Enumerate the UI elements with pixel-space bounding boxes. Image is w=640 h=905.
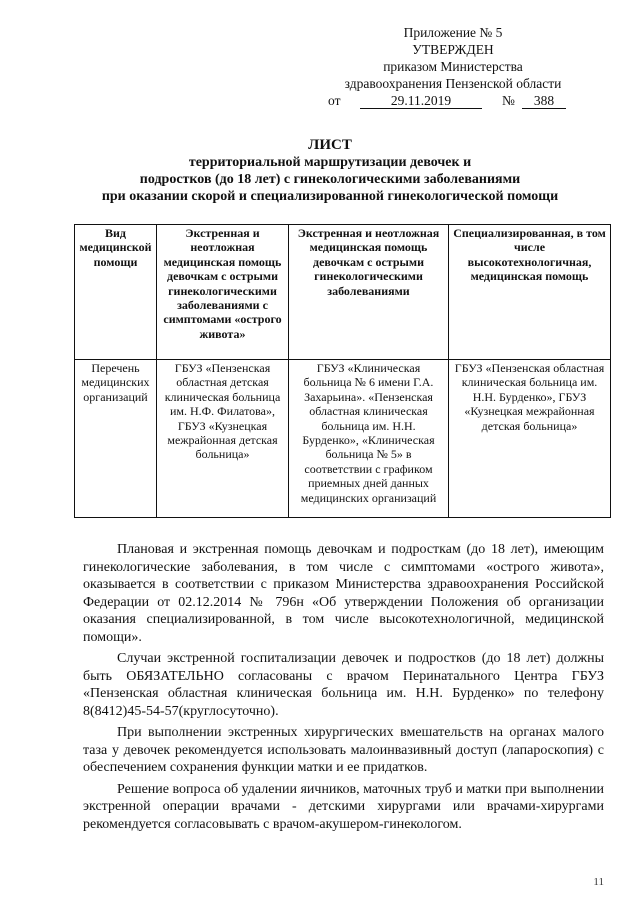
paragraph: Решение вопроса об удалении яичников, маточных труб и матки при выполнении экстренной операции врачами - детскими хирургами или врачами-хирургами рекомендуется согласовывать с врачом-акушером-гинекологом. [83,781,604,832]
from-label: от [328,93,341,108]
number-label: № [502,93,515,108]
title-line-3: подростков (до 18 лет) с гинекологическими заболеваниями [139,172,521,187]
body-text [83,541,604,837]
approved-label: УТВЕРЖДЕН [412,42,494,57]
header-cell: Вид медицинской помощи [75,225,157,360]
order-number: 388 [522,92,566,109]
table-cell: ГБУЗ «Клиническая больница № 6 имени Г.А. Захарьина». «Пензенская областная клиническая больница им. Н.Н. Бурденко», «Клиническая больница № 5» в соответствии с графиком приемных дней данных медицинских организаций [289,360,449,518]
order-date-line [328,92,578,109]
paragraph: При выполнении экстренных хирургических вмешательств на органах малого таза у девочек рекомендуется использовать малоинвазивный доступ (лапароскопия) с обеспечением сохранения функции матки и ее придатков. [83,725,604,775]
order-line-1: приказом Министерства [383,59,523,74]
order-date: 29.11.2019 [360,92,482,109]
title-line-4: при оказании скорой и специализированной гинекологической помощи [101,189,559,204]
table-header-row [75,225,611,360]
table-row [75,360,611,518]
title-line-2: территориальной маршрутизации девочек и [188,155,472,170]
order-line-2: здравоохранения Пензенской области [344,76,562,91]
paragraph: Плановая и экстренная помощь девочкам и подросткам (до 18 лет), имеющим гинекологические заболевания, в том числе с симптомами «острого живота», оказывается в соответствии с приказом Министерства здравоохранения Российской Федерации от 02.12.2014 № 796н «Об утверждении Положения об организации оказания специализированной, в том числе высокотехнологичной, медицинской помощи». [83,542,604,645]
table-cell: ГБУЗ «Пензенская областная детская клиническая больница им. Н.Ф. Филатова», ГБУЗ «Кузнецкая межрайонная детская больница» [157,360,289,518]
page-number: 11 [593,876,604,888]
header-cell: Экстренная и неотложная медицинская помощь девочкам с острыми гинекологическими заболеваниями [289,225,449,360]
appendix-label: Приложение № 5 [403,25,503,40]
header-cell: Специализированная, в том числе высокотехнологичная, медицинская помощь [449,225,611,360]
header-cell: Экстренная и неотложная медицинская помощь девочкам с острыми гинекологическими заболеваниями с симптомами «острого живота» [157,225,289,360]
document-title [70,137,590,205]
table-cell: ГБУЗ «Пензенская областная клиническая больница им. Н.Н. Бурденко», ГБУЗ «Кузнецкая межрайонная детская больница» [449,360,611,518]
title-line-1: ЛИСТ [308,137,352,153]
paragraph: Случаи экстренной госпитализации девочек и подростков (до 18 лет) должны быть ОБЯЗАТЕЛЬНО согласованы с врачом Перинатального Центра ГБУЗ «Пензенская областная клиническая больница им. Н.Н. Бурденко» по телефону 8(8412)45-54-57(круглосуточно). [83,651,604,719]
approval-header [328,24,578,109]
routing-table [74,224,611,518]
table-cell: Перечень медицинских организаций [75,360,157,518]
